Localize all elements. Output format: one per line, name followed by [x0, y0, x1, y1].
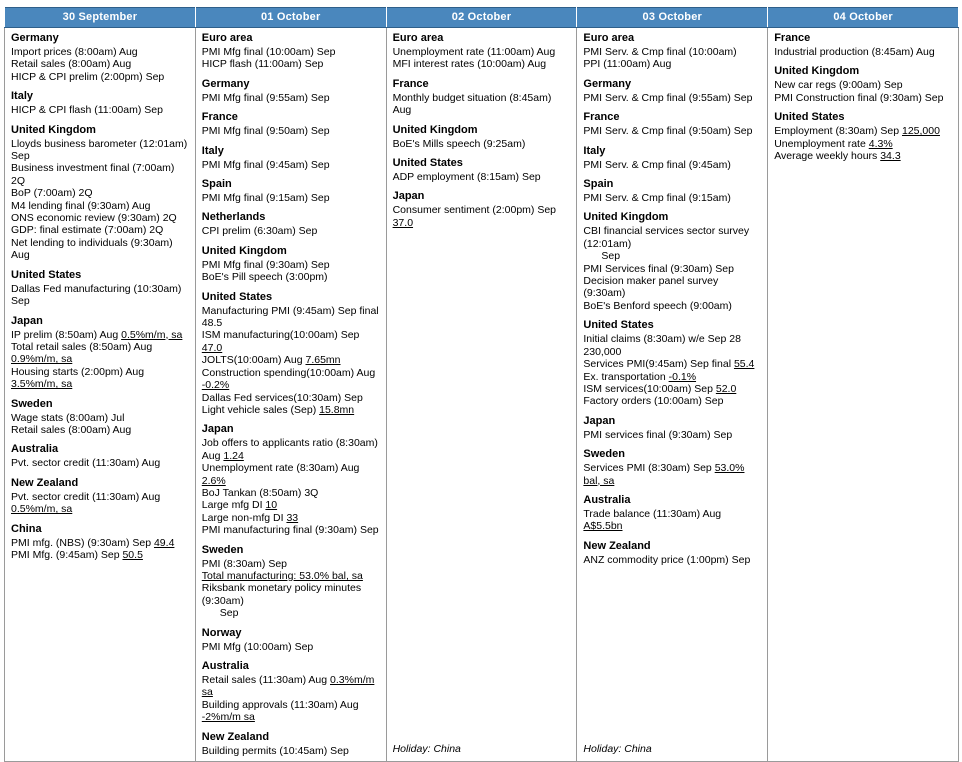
country-heading: United States [11, 268, 82, 281]
country-heading: Euro area [392, 32, 444, 44]
event-value: 49.4 [153, 536, 175, 549]
event-text: PMI (8:30am) Sep [201, 557, 287, 570]
event-text: Services PMI(9:45am) Sep final [583, 358, 734, 371]
holiday-note: Holiday: China [392, 743, 461, 756]
event-text: Unemployment rate (8:30am) Aug [201, 462, 360, 475]
country-heading: United Kingdom [201, 244, 287, 257]
event-text: PMI Mfg final (9:50am) Sep [201, 125, 330, 138]
event-text: PMI Serv. & Cmp final (9:50am) Sep [583, 125, 753, 138]
event-item [774, 46, 953, 58]
event-item [583, 371, 762, 383]
event-text: PMI Construction final (9:30am) Sep [774, 91, 944, 104]
country-heading: France [392, 77, 429, 90]
event-text: Dallas Fed services(10:30am) Sep [201, 391, 363, 404]
event-text: HICP & CPI flash (11:00am) Sep [11, 104, 163, 117]
event-text: Consumer sentiment (2:00pm) Sep [392, 204, 556, 217]
event-item [202, 641, 381, 653]
event-value: 10 [265, 499, 278, 512]
event-item [202, 367, 381, 392]
event-text: Construction spending(10:00am) Aug [201, 366, 376, 379]
event-item [11, 58, 190, 70]
event-text: Services PMI (8:30am) Sep [583, 462, 715, 475]
event-value: 34.3 [880, 150, 901, 163]
event-item [11, 138, 190, 163]
event-text: HICP & CPI prelim (2:00pm) Sep [11, 70, 165, 83]
event-value: 52.0 [715, 382, 737, 395]
event-text: Unemployment rate [774, 137, 869, 150]
event-item [583, 383, 762, 395]
event-text: Business investment final (7:00am) 2Q [11, 162, 175, 187]
event-text: MFI interest rates (10:00am) Aug [392, 58, 547, 71]
event-text: Housing starts (2:00pm) Aug [11, 365, 145, 378]
country-heading: United Kingdom [11, 123, 96, 136]
event-text: PMI Services final (9:30am) Sep [583, 262, 734, 275]
event-text: Trade balance (11:30am) Aug [583, 507, 722, 520]
event-item [202, 745, 381, 757]
country-heading: United States [774, 111, 845, 124]
event-item [583, 358, 762, 370]
event-item [202, 159, 381, 171]
country-heading: United Kingdom [392, 123, 478, 136]
country-heading: Australia [11, 443, 59, 456]
event-item [583, 462, 762, 487]
event-value: -0.1% [668, 370, 697, 383]
event-value: 47.0 [201, 341, 223, 354]
event-text: PMI Mfg final (9:30am) Sep [201, 258, 330, 271]
event-text: JOLTS(10:00am) Aug [201, 354, 306, 367]
country-heading: Germany [583, 77, 632, 90]
event-value: 0.9%m/m, sa [11, 353, 73, 366]
event-text: Factory orders (10:00am) Sep [583, 395, 724, 408]
event-item [583, 92, 762, 104]
event-item [202, 674, 381, 699]
event-item [583, 395, 762, 407]
event-item [774, 150, 953, 162]
event-item [202, 259, 381, 271]
event-text: Pvt. sector credit (11:30am) Aug [11, 490, 161, 503]
day-header-0: 30 September [5, 8, 196, 28]
event-text: Building approvals (11:30am) Aug [201, 698, 359, 711]
country-heading: France [583, 111, 620, 124]
event-text: Unemployment rate (11:00am) Aug [392, 46, 556, 58]
country-heading: Euro area [583, 32, 635, 44]
event-text: Retail sales (8:00am) Aug [11, 423, 132, 436]
event-item [202, 125, 381, 137]
event-value: 33 [286, 511, 299, 524]
event-value: 7.65mn [305, 354, 341, 367]
country-heading: Euro area [201, 32, 253, 44]
event-text: PMI Mfg final (10:00am) Sep [201, 46, 336, 58]
event-text: Large non-mfg DI [201, 511, 287, 524]
event-item [11, 104, 190, 116]
event-text: ONS economic review (9:30am) 2Q [11, 212, 177, 225]
calendar-header-row [5, 8, 959, 28]
event-value: Total manufacturing: 53.0% bal, sa [201, 569, 363, 582]
event-item [393, 46, 572, 58]
event-item [583, 554, 762, 566]
event-item [11, 424, 190, 436]
day-header-1: 01 October [195, 8, 386, 28]
event-text: Ex. transportation [583, 370, 669, 383]
event-item [202, 582, 381, 607]
event-text: HICP flash (11:00am) Sep [201, 58, 324, 71]
event-item [393, 138, 572, 150]
event-item [11, 341, 190, 366]
event-value: 3.5%m/m, sa [11, 378, 73, 391]
event-item [774, 138, 953, 150]
country-heading: Germany [11, 32, 59, 44]
calendar-body-row [5, 28, 959, 762]
country-heading: United States [201, 290, 273, 303]
event-text: PMI Serv. & Cmp final (10:00am) [583, 46, 737, 58]
event-item [202, 570, 381, 582]
event-text: PMI Serv. & Cmp final (9:15am) [583, 192, 731, 205]
country-heading: Australia [583, 493, 631, 506]
event-text: PMI Mfg. (9:45am) Sep [11, 548, 123, 561]
day-header-3: 03 October [577, 8, 768, 28]
economic-calendar-page [0, 7, 962, 757]
event-text: CPI prelim (6:30am) Sep [201, 225, 318, 238]
event-text: Pvt. sector credit (11:30am) Aug [11, 457, 161, 470]
country-heading: Japan [11, 314, 43, 327]
country-heading: United States [583, 319, 654, 332]
country-heading: Italy [201, 144, 224, 157]
event-value: -0.2% [201, 379, 230, 392]
event-text: PMI Mfg final (9:45am) Sep [201, 158, 330, 171]
event-text: Retail sales (11:30am) Aug [201, 674, 331, 686]
country-heading: Sweden [201, 543, 244, 556]
event-item [11, 412, 190, 424]
day-column-2 [386, 28, 577, 762]
event-item [583, 159, 762, 171]
event-text: Building permits (10:45am) Sep [201, 744, 349, 757]
calendar-table [4, 7, 959, 762]
event-text: Average weekly hours [774, 150, 881, 163]
event-text: Monthly budget situation (8:45am) Aug [392, 91, 552, 117]
event-item [202, 58, 381, 70]
event-item [202, 462, 381, 487]
event-value: -2%m/m sa [201, 711, 255, 724]
event-text: PMI Serv. & Cmp final (9:55am) Sep [583, 91, 753, 104]
event-item [393, 58, 572, 70]
event-item [393, 92, 572, 117]
country-heading: Germany [201, 77, 250, 90]
country-heading: France [201, 111, 238, 124]
country-heading: Norway [201, 626, 242, 639]
event-item [11, 187, 190, 199]
event-item [583, 250, 762, 262]
event-item [393, 171, 572, 183]
event-item [202, 404, 381, 416]
event-item [11, 212, 190, 224]
event-text: Retail sales (8:00am) Aug [11, 58, 132, 71]
event-item [202, 392, 381, 404]
event-value: 0.5%m/m, sa [11, 503, 73, 516]
event-item [11, 46, 190, 58]
event-value: 15.8mn [319, 403, 355, 416]
event-text: Import prices (8:00am) Aug [11, 46, 138, 58]
day-content-3 [583, 32, 762, 757]
event-text: Sep [601, 250, 621, 263]
country-heading: New Zealand [11, 476, 79, 489]
event-text: BoE's Benford speech (9:00am) [583, 299, 732, 312]
event-value: 50.5 [122, 548, 143, 561]
country-heading: Spain [201, 178, 232, 191]
event-item [583, 46, 762, 58]
day-column-0 [5, 28, 196, 762]
day-content-2 [393, 32, 572, 757]
event-item [11, 366, 190, 391]
event-text: Riksbank monetary policy minutes (9:30am) [201, 582, 362, 607]
event-text: PMI services final (9:30am) Sep [583, 428, 733, 441]
event-item [583, 275, 762, 300]
country-heading: Spain [583, 178, 614, 191]
event-text: PMI mfg. (NBS) (9:30am) Sep [11, 536, 154, 549]
event-item [11, 224, 190, 236]
event-text: CBI financial services sector survey (12:01am) [583, 225, 750, 250]
event-item [11, 283, 190, 308]
event-text: PMI Mfg final (9:55am) Sep [201, 91, 330, 104]
event-item [202, 499, 381, 511]
event-text: Lloyds business barometer (12:01am) Sep [11, 137, 188, 163]
day-content-0 [11, 32, 190, 757]
event-text: PMI Mfg final (9:15am) Sep [201, 192, 330, 205]
event-item [202, 512, 381, 524]
event-value: 0.5%m/m, sa [121, 328, 183, 341]
event-item [202, 354, 381, 366]
event-item [583, 263, 762, 275]
event-item [11, 200, 190, 212]
event-text: BoE's Pill speech (3:00pm) [201, 271, 328, 284]
event-text: ADP employment (8:15am) Sep [392, 171, 541, 184]
event-text: GDP: final estimate (7:00am) 2Q [11, 224, 164, 237]
event-text: Employment (8:30am) Sep [774, 125, 902, 138]
event-text: Net lending to individuals (9:30am) Aug [11, 236, 173, 262]
event-value: 4.3% [868, 137, 893, 150]
event-text: BoP (7:00am) 2Q [11, 187, 93, 200]
event-text: M4 lending final (9:30am) Aug [11, 199, 151, 212]
event-item [202, 92, 381, 104]
event-item [583, 125, 762, 137]
event-item [583, 429, 762, 441]
event-item [11, 491, 190, 516]
day-column-1 [195, 28, 386, 762]
event-item [202, 699, 381, 724]
event-item [202, 607, 381, 619]
country-heading: Italy [583, 144, 606, 157]
country-heading: New Zealand [583, 539, 651, 552]
event-item [202, 558, 381, 570]
event-text: ANZ commodity price (1:00pm) Sep [583, 553, 751, 566]
country-heading: Netherlands [201, 211, 266, 224]
event-value: 37.0 [392, 216, 414, 229]
event-item [11, 237, 190, 262]
event-item [774, 79, 953, 91]
event-item [202, 225, 381, 237]
country-heading: Sweden [583, 448, 625, 461]
event-text: Industrial production (8:45am) Aug [774, 46, 935, 58]
event-text: ISM services(10:00am) Sep [583, 382, 716, 395]
event-item [774, 125, 953, 137]
event-value: 0.3%m/m sa [201, 674, 375, 699]
event-text: Sep [219, 607, 239, 620]
day-content-1 [202, 32, 381, 757]
event-text: Manufacturing PMI (9:45am) Sep final 48.5 [201, 304, 379, 330]
country-heading: United States [392, 157, 463, 170]
day-header-2: 02 October [386, 8, 577, 28]
event-item [11, 549, 190, 561]
event-text: ISM manufacturing(10:00am) Sep [201, 329, 360, 342]
event-text: IP prelim (8:50am) Aug [11, 328, 122, 341]
country-heading: China [11, 522, 42, 535]
event-item [583, 58, 762, 70]
event-item [202, 437, 381, 462]
event-text: Light vehicle sales (Sep) [201, 403, 320, 416]
event-text: Initial claims (8:30am) w/e Sep 28 230,000 [583, 333, 741, 358]
event-item [583, 508, 762, 533]
country-heading: United Kingdom [774, 65, 860, 78]
event-value: 55.4 [733, 358, 755, 371]
event-item [11, 71, 190, 83]
event-item [202, 524, 381, 536]
event-item [202, 329, 381, 354]
event-text: New car regs (9:00am) Sep [774, 79, 903, 92]
country-heading: United Kingdom [583, 211, 669, 224]
event-value: 1.24 [223, 449, 244, 462]
event-item [202, 192, 381, 204]
event-item [11, 162, 190, 187]
country-heading: Japan [392, 190, 425, 203]
event-text: Decision maker panel survey (9:30am) [583, 275, 719, 300]
event-text: Job offers to applicants ratio (8:30am) Aug [201, 437, 378, 462]
event-item [202, 271, 381, 283]
country-heading: France [774, 32, 811, 44]
event-item [11, 537, 190, 549]
day-content-4 [774, 32, 953, 757]
event-item [583, 225, 762, 250]
country-heading: New Zealand [201, 730, 270, 743]
event-value: A$5.5bn [583, 520, 623, 533]
event-text: BoE's Mills speech (9:25am) [392, 137, 526, 150]
event-text: Large mfg DI [201, 499, 266, 512]
event-item [202, 305, 381, 330]
country-heading: Japan [201, 423, 234, 436]
day-column-4 [768, 28, 959, 762]
day-header-4: 04 October [768, 8, 959, 28]
event-item [583, 333, 762, 358]
event-text: PMI manufacturing final (9:30am) Sep [201, 524, 379, 537]
event-value: 2.6% [201, 474, 226, 487]
holiday-note: Holiday: China [583, 743, 652, 756]
event-text: PPI (11:00am) Aug [583, 58, 672, 71]
country-heading: Japan [583, 414, 616, 427]
event-item [11, 457, 190, 469]
event-text: Dallas Fed manufacturing (10:30am) Sep [11, 282, 182, 308]
event-text: Wage stats (8:00am) Jul [11, 411, 125, 424]
event-item [202, 487, 381, 499]
event-text: BoJ Tankan (8:50am) 3Q [201, 486, 319, 499]
event-item [583, 300, 762, 312]
event-value: 125,000 [902, 125, 940, 138]
event-value: 53.0% bal, sa [583, 462, 745, 487]
event-text: Total retail sales (8:50am) Aug [11, 340, 153, 353]
event-item [11, 329, 190, 341]
country-heading: Sweden [11, 397, 53, 410]
event-text: PMI Mfg (10:00am) Sep [201, 640, 314, 653]
country-heading: Italy [11, 90, 34, 103]
event-item [202, 46, 381, 58]
day-column-3 [577, 28, 768, 762]
event-text: PMI Serv. & Cmp final (9:45am) [583, 158, 731, 171]
country-heading: Australia [201, 660, 249, 672]
event-item [583, 192, 762, 204]
event-item [774, 92, 953, 104]
event-item [393, 204, 572, 229]
